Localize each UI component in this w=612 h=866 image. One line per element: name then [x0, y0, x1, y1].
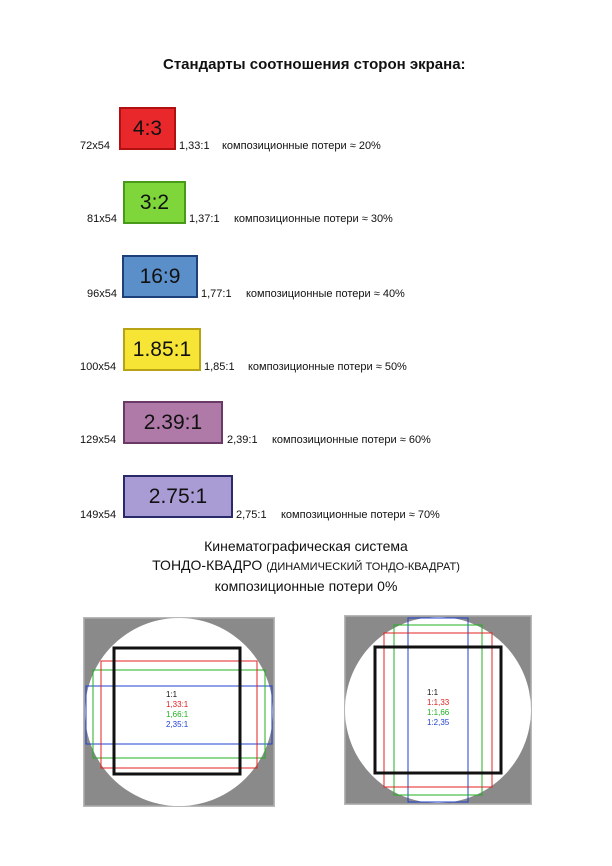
format-box-3-2	[123, 181, 186, 224]
format-box-4-3	[119, 107, 176, 150]
legend-1-1-33: 1:1,33	[427, 698, 450, 707]
format-box-1-85	[123, 328, 201, 371]
legend-1-66: 1,66:1	[166, 710, 189, 719]
format-ratio: 1,77:1	[201, 288, 232, 300]
legend-1-1: 1:1	[166, 690, 178, 699]
format-label: 2.39:1	[143, 410, 203, 434]
format-dims: 149x54	[80, 509, 117, 521]
tondo-line-2-paren: (ДИНАМИЧЕСКИЙ ТОНДО-КВАДРАТ)	[266, 561, 460, 573]
tondo-diagram-vertical	[344, 615, 532, 805]
legend-1-2-35: 1:2,35	[427, 718, 450, 727]
legend-1-1: 1:1	[427, 688, 439, 697]
tondo-line-2	[0, 556, 612, 577]
tondo-line-2-main: ТОНДО-КВАДРО	[152, 557, 263, 573]
format-label: 2.75:1	[148, 484, 208, 508]
format-loss: композиционные потери ≈ 30%	[234, 213, 393, 225]
format-label: 1.85:1	[132, 337, 192, 361]
format-ratio: 2,75:1	[236, 509, 267, 521]
tondo-line-1: Кинематографическая система	[204, 538, 408, 554]
format-dims: 81x54	[87, 213, 117, 225]
format-label: 4:3	[132, 116, 163, 140]
format-box-16-9	[122, 255, 198, 298]
legend-1-1-66: 1:1,66	[427, 708, 450, 717]
format-loss: композиционные потери ≈ 20%	[222, 140, 381, 152]
format-ratio: 1,33:1	[179, 140, 210, 152]
tondo-line-3: композиционные потери 0%	[214, 578, 398, 594]
format-box-2-39	[123, 401, 223, 444]
format-ratio: 1,37:1	[189, 213, 220, 225]
format-dims: 100x54	[80, 361, 117, 373]
format-loss: композиционные потери ≈ 70%	[281, 509, 440, 521]
format-dims: 96x54	[87, 288, 117, 300]
legend-1-33: 1,33:1	[166, 700, 189, 709]
format-label: 3:2	[139, 190, 170, 214]
format-ratio: 1,85:1	[204, 361, 235, 373]
format-dims: 72x54	[80, 140, 110, 152]
format-loss: композиционные потери ≈ 40%	[246, 288, 405, 300]
format-dims: 129x54	[80, 434, 117, 446]
format-ratio: 2,39:1	[227, 434, 258, 446]
tondo-caption	[0, 537, 612, 596]
format-loss: композиционные потери ≈ 60%	[272, 434, 431, 446]
format-loss: композиционные потери ≈ 50%	[248, 361, 407, 373]
format-label: 16:9	[139, 264, 181, 288]
legend-2-35: 2,35:1	[166, 720, 189, 729]
tondo-diagram-horizontal	[83, 617, 275, 807]
format-box-2-75	[123, 475, 233, 518]
